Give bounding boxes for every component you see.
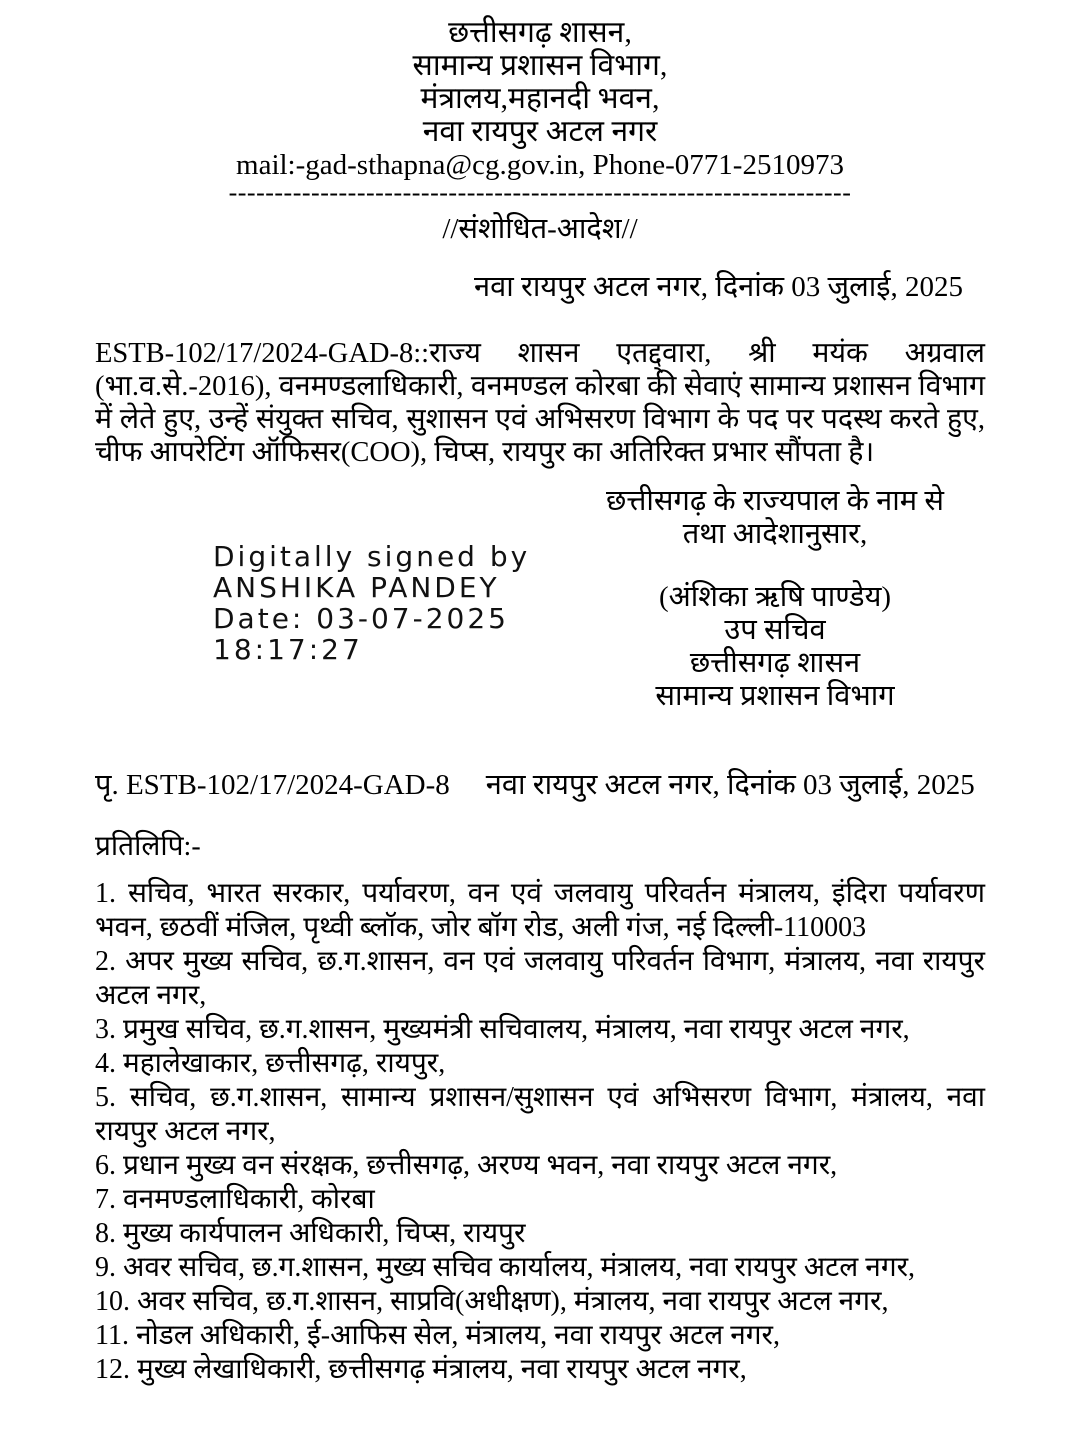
order-title: //संशोधित-आदेश// [442, 213, 638, 245]
endorsement-row [95, 769, 985, 801]
copy-recipient [95, 1081, 985, 1149]
order-place-date: नवा रायपुर अटल नगर, दिनांक 03 जुलाई, 2025 [474, 271, 963, 303]
digital-signature-stamp [213, 541, 530, 665]
recipient-number: 12. [95, 1354, 130, 1385]
letterhead-line: सामान्य प्रशासन विभाग, [412, 49, 668, 82]
letterhead-line: छत्तीसगढ़ शासन, [448, 16, 632, 49]
recipient-text: प्रमुख सचिव, छ.ग.शासन, मुख्यमंत्री सचिवालय, मंत्रालय, नवा रायपुर अटल नगर, [123, 1014, 910, 1045]
signatory-line: उप सचिव [724, 614, 826, 646]
endorsement-reference: पृ. ESTB-102/17/2024-GAD-8 [95, 769, 450, 801]
recipient-text: अपर मुख्य सचिव, छ.ग.शासन, वन एवं जलवायु परिवर्तन विभाग, मंत्रालय, नवा रायपुर अटल नगर, [95, 946, 985, 1011]
copy-recipient [95, 1183, 985, 1217]
signatory-line: छत्तीसगढ़ शासन [689, 647, 861, 679]
copy-recipient [95, 877, 985, 945]
copy-label: प्रतिलिपि:- [95, 831, 201, 862]
recipient-text: महालेखाकार, छत्तीसगढ़, रायपुर, [123, 1048, 446, 1079]
signatory-line: (अंशिका ऋषि पाण्डेय) [658, 581, 892, 613]
copy-recipient [95, 1013, 985, 1047]
recipient-number: 6. [95, 1150, 116, 1181]
recipient-text: प्रधान मुख्य वन संरक्षक, छत्तीसगढ़, अरण्य भवन, नवा रायपुर अटल नगर, [123, 1150, 838, 1181]
signatory-line: सामान्य प्रशासन विभाग [655, 680, 895, 712]
copy-recipient [95, 945, 985, 1013]
copy-recipient [95, 1149, 985, 1183]
recipient-text: नोडल अधिकारी, ई-आफिस सेल, मंत्रालय, नवा रायपुर अटल नगर, [135, 1320, 780, 1351]
digital-signature-line: 18:17:27 [213, 633, 363, 666]
copy-recipient [95, 1217, 985, 1251]
digital-signature-line: Date: 03-07-2025 [213, 602, 509, 635]
contact-line: mail:-gad-sthapna@cg.gov.in, Phone-0771-2510973 [236, 149, 844, 181]
on-behalf-line: तथा आदेशानुसार, [682, 518, 868, 550]
copy-recipient [95, 1353, 985, 1387]
recipient-number: 4. [95, 1048, 116, 1079]
letterhead [95, 16, 985, 148]
divider-line: -------------------------------------------------------------------- [228, 183, 852, 203]
recipient-number: 11. [95, 1320, 129, 1351]
letterhead-line: नवा रायपुर अटल नगर [422, 115, 658, 148]
recipient-number: 3. [95, 1014, 116, 1045]
copy-recipient-list [95, 877, 985, 1387]
copy-recipient [95, 1251, 985, 1285]
order-body: ESTB-102/17/2024-GAD-8::राज्य शासन एतद्द्वारा, श्री मयंक अग्रवाल (भा.व.से.-2016), वनमण्डलाधिकारी, वनमण्डल कोरबा की सेवाएं सामान्य प्रशासन विभाग में लेते हुए, उन्हें संयुक्त सचिव, सुशासन एवं अभिसरण विभाग के पद पर पदस्थ करते हुए, चीफ आपरेटिंग ऑफिसर(COO), चिप्स, रायपुर का अतिरिक्त प्रभार सौंपता है। [95, 338, 985, 468]
recipient-number: 9. [95, 1252, 116, 1283]
on-behalf-line: छत्तीसगढ़ के राज्यपाल के नाम से [606, 485, 944, 517]
digital-signature-line: Digitally signed by [213, 540, 531, 573]
endorsement-place-date: नवा रायपुर अटल नगर, दिनांक 03 जुलाई, 2025 [485, 769, 975, 801]
signature-section [95, 469, 985, 721]
letterhead-line: मंत्रालय,महानदी भवन, [420, 82, 660, 115]
recipient-number: 8. [95, 1218, 116, 1249]
recipient-text: अवर सचिव, छ.ग.शासन, मुख्य सचिव कार्यालय, मंत्रालय, नवा रायपुर अटल नगर, [123, 1252, 916, 1283]
on-behalf-block [557, 485, 993, 551]
copy-recipient [95, 1319, 985, 1353]
recipient-text: मुख्य कार्यपालन अधिकारी, चिप्स, रायपुर [123, 1218, 526, 1249]
recipient-number: 7. [95, 1184, 116, 1215]
recipient-text: अवर सचिव, छ.ग.शासन, साप्रवि(अधीक्षण), मंत्रालय, नवा रायपुर अटल नगर, [137, 1286, 889, 1317]
recipient-number: 10. [95, 1286, 130, 1317]
digital-signature-line: ANSHIKA PANDEY [213, 571, 500, 604]
signatory-block [557, 581, 993, 713]
recipient-text: मुख्य लेखाधिकारी, छत्तीसगढ़ मंत्रालय, नवा रायपुर अटल नगर, [137, 1354, 747, 1385]
recipient-text: सचिव, छ.ग.शासन, सामान्य प्रशासन/सुशासन एवं अभिसरण विभाग, मंत्रालय, नवा रायपुर अटल नगर, [95, 1082, 985, 1147]
authority-block [557, 485, 993, 713]
recipient-text: सचिव, भारत सरकार, पर्यावरण, वन एवं जलवायु परिवर्तन मंत्रालय, इंदिरा पर्यावरण भवन, छठवीं मंजिल, पृथ्वी ब्लॉक, जोर बॉग रोड, अली गंज, नई दिल्ली-110003 [95, 878, 985, 943]
recipient-number: 5. [95, 1082, 116, 1113]
copy-recipient [95, 1285, 985, 1319]
recipient-text: वनमण्डलाधिकारी, कोरबा [123, 1184, 375, 1215]
copy-recipient [95, 1047, 985, 1081]
recipient-number: 1. [95, 878, 116, 909]
recipient-number: 2. [95, 946, 116, 977]
